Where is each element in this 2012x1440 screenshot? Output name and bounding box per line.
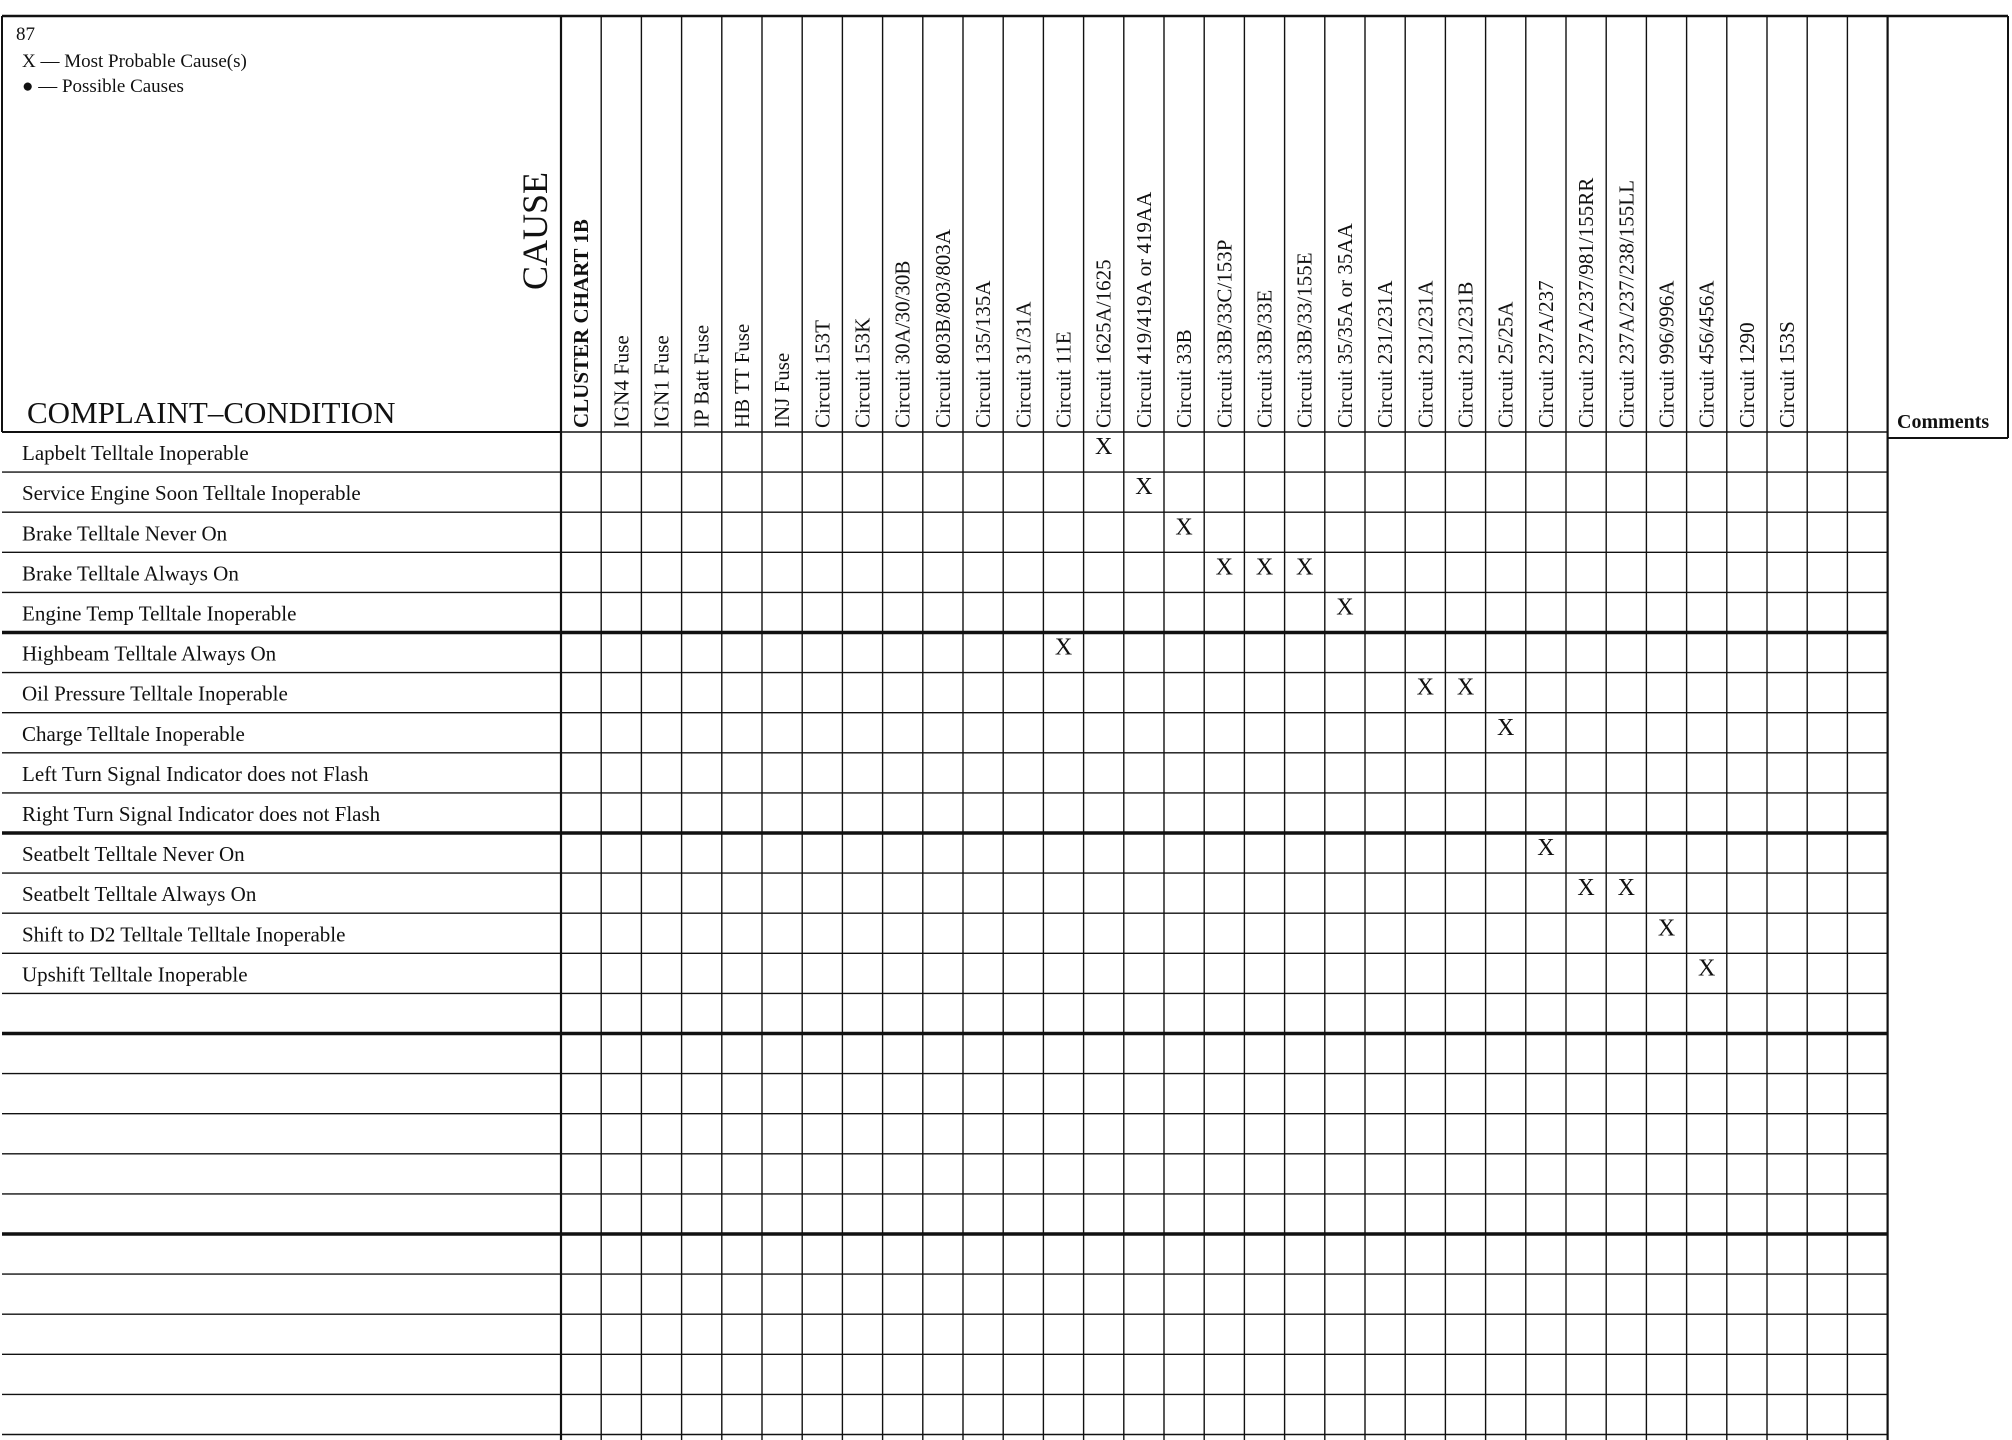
cause-column-label: Circuit 33B/33C/153P: [1212, 239, 1237, 428]
cause-column-label: IGN4 Fuse: [609, 335, 634, 428]
condition-label: Right Turn Signal Indicator does not Flash: [22, 801, 381, 826]
most-probable-cause-mark: X: [1255, 554, 1274, 581]
cause-heading: CAUSE: [515, 171, 555, 290]
most-probable-cause-mark: X: [1054, 634, 1073, 661]
cause-column-label: Circuit 237A/237: [1533, 280, 1558, 428]
cause-column-label: Circuit 1290: [1734, 322, 1759, 428]
cause-column-label: Circuit 237A/237/238/155LL: [1614, 180, 1639, 428]
most-probable-cause-mark: X: [1497, 714, 1515, 741]
condition-label: Shift to D2 Telltale Telltale Inoperable: [22, 922, 346, 947]
cause-marks: [1055, 434, 1716, 981]
condition-label: Brake Telltale Never On: [22, 521, 228, 546]
most-probable-cause-mark: X: [1456, 674, 1475, 701]
cause-column-label: Circuit 1625A/1625: [1091, 259, 1116, 428]
condition-label: Charge Telltale Inoperable: [22, 721, 245, 746]
cause-column-label: Circuit 231/231B: [1453, 281, 1478, 428]
cause-column-label: Circuit 31/31A: [1011, 301, 1036, 428]
most-probable-cause-mark: X: [1698, 955, 1716, 982]
cause-column-label: HB TT Fuse: [729, 323, 754, 428]
most-probable-cause-mark: X: [1296, 554, 1314, 581]
condition-label: Left Turn Signal Indicator does not Flash: [22, 761, 369, 786]
cause-column-label: Circuit 153T: [810, 320, 835, 428]
cause-column-label: Circuit 803B/803/803A: [930, 229, 955, 428]
cause-column-label: INJ Fuse: [770, 352, 795, 428]
cause-column-label: Circuit 25/25A: [1493, 301, 1518, 428]
condition-label: Service Engine Soon Telltale Inoperable: [22, 481, 361, 506]
cause-column-label: Circuit 11E: [1051, 331, 1076, 428]
cause-column-label: Circuit 33B/33E: [1252, 289, 1277, 428]
cause-column-label: Circuit 135/135A: [971, 280, 996, 428]
cause-column-label: Circuit 419/419A or 419AA: [1131, 191, 1156, 428]
most-probable-cause-mark: X: [1175, 514, 1193, 541]
most-probable-cause-mark: X: [1537, 835, 1555, 862]
comments-heading: Comments: [1897, 411, 1990, 433]
most-probable-cause-mark: X: [1617, 875, 1635, 902]
cause-column-label: Circuit 237A/237/981/155RR: [1574, 177, 1599, 428]
most-probable-cause-mark: X: [1095, 434, 1113, 461]
condition-label: Highbeam Telltale Always On: [22, 641, 277, 666]
cause-column-label: IGN1 Fuse: [649, 335, 674, 428]
cause-column-label: Circuit 231/231A: [1373, 280, 1398, 428]
condition-label: Upshift Telltale Inoperable: [22, 962, 248, 987]
cause-column-label: Circuit 33B: [1172, 329, 1197, 428]
most-probable-cause-mark: X: [1657, 915, 1676, 942]
cause-labels: [569, 178, 1799, 428]
cause-column-label: IP Batt Fuse: [689, 324, 714, 428]
cause-column-label: Circuit 33B/33/155E: [1292, 252, 1317, 428]
legend-possible: ● — Possible Causes: [22, 76, 184, 97]
condition-label: Oil Pressure Telltale Inoperable: [22, 681, 288, 706]
condition-label: Brake Telltale Always On: [22, 561, 239, 586]
condition-label: Lapbelt Telltale Inoperable: [22, 441, 249, 466]
condition-label: Engine Temp Telltale Inoperable: [22, 601, 297, 626]
most-probable-cause-mark: X: [1215, 554, 1233, 581]
grid-lines: [2, 16, 2008, 1440]
most-probable-cause-mark: X: [1135, 474, 1153, 501]
cause-column-label: CLUSTER CHART 1B: [569, 219, 594, 428]
cause-column-label: Circuit 996/996A: [1654, 280, 1679, 428]
page-number: 87: [16, 24, 35, 45]
cause-column-label: Circuit 30A/30/30B: [890, 260, 915, 428]
most-probable-cause-mark: X: [1336, 594, 1354, 621]
complaint-condition-heading: COMPLAINT–CONDITION: [27, 395, 396, 430]
cause-column-label: Circuit 153S: [1775, 321, 1800, 428]
most-probable-cause-mark: X: [1416, 674, 1434, 701]
condition-labels: [22, 441, 381, 986]
cause-column-label: Circuit 35/35A or 35AA: [1332, 223, 1357, 428]
legend-most-probable: X — Most Probable Cause(s): [22, 51, 247, 72]
most-probable-cause-mark: X: [1577, 875, 1595, 902]
cause-column-label: Circuit 153K: [850, 317, 875, 428]
cause-column-label: Circuit 231/231A: [1413, 280, 1438, 428]
cause-column-label: Circuit 456/456A: [1694, 280, 1719, 428]
condition-label: Seatbelt Telltale Always On: [22, 882, 257, 907]
condition-label: Seatbelt Telltale Never On: [22, 842, 245, 867]
